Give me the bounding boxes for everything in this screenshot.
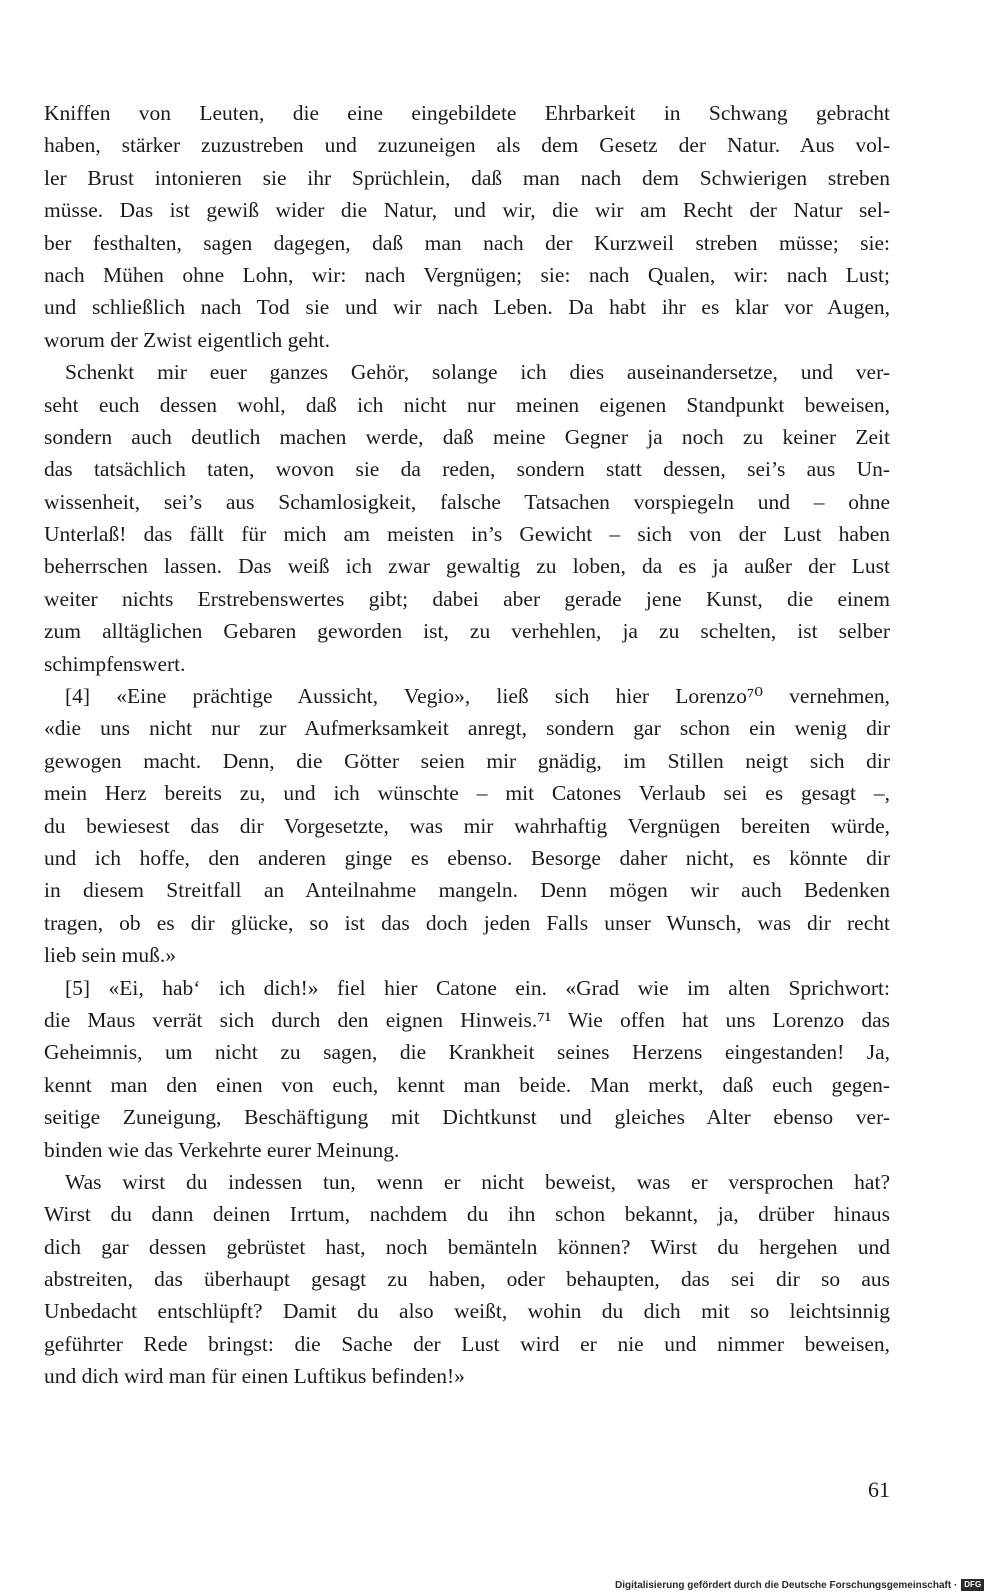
- text-line: ber festhalten, sagen dagegen, daß man nach der Kurzweil streben müsse; sie:: [44, 230, 890, 255]
- text-line: Schenkt mir euer ganzes Gehör, solange ich dies auseinandersetze, und ver-: [65, 360, 890, 385]
- text-line: «die uns nicht nur zur Aufmerksamkeit anregt, sondern gar schon ein wenig dir: [44, 716, 890, 741]
- text-line: wissenheit, sei’s aus Schamlosigkeit, falsche Tatsachen vorspiegeln und – ohne: [44, 489, 890, 514]
- text-line: seht euch dessen wohl, daß ich nicht nur meinen eigenen Standpunkt beweisen,: [44, 392, 890, 417]
- text-line: und schließlich nach Tod sie und wir nach Leben. Da habt ihr es klar vor Augen,: [44, 295, 890, 320]
- text-line: lieb sein muß.»: [44, 943, 176, 968]
- text-line: abstreiten, das überhaupt gesagt zu haben, oder behaupten, das sei dir so aus: [44, 1267, 890, 1292]
- text-line: mein Herz bereits zu, und ich wünschte – mit Catones Verlaub sei es gesagt –,: [44, 781, 890, 806]
- text-line: Unterlaß! das fällt für mich am meisten in’s Gewicht – sich von der Lust haben: [44, 522, 890, 547]
- credit-text: Digitalisierung gefördert durch die Deutsche Forschungsgemeinschaft ·: [615, 1579, 958, 1591]
- digitization-credit: [615, 1577, 984, 1593]
- text-line: nach Mühen ohne Lohn, wir: nach Vergnügen; sie: nach Qualen, wir: nach Lust;: [44, 262, 890, 287]
- text-line: gewogen macht. Denn, die Götter seien mir gnädig, im Stillen neigt sich dir: [44, 748, 890, 773]
- text-line: die Maus verrät sich durch den eignen Hinweis.⁷¹ Wie offen hat uns Lorenzo das: [44, 1007, 890, 1032]
- text-line: [4] «Eine prächtige Aussicht, Vegio», ließ sich hier Lorenzo⁷⁰ vernehmen,: [65, 684, 890, 709]
- text-line: geführter Rede bringst: die Sache der Lust wird er nie und nimmer beweisen,: [44, 1331, 890, 1356]
- text-line: das tatsächlich taten, wovon sie da reden, sondern statt dessen, sei’s aus Un-: [44, 457, 890, 482]
- text-line: zum alltäglichen Gebaren geworden ist, zu verhehlen, ja zu schelten, ist selber: [44, 619, 890, 644]
- text-line: kennt man den einen von euch, kennt man beide. Man merkt, daß euch gegen-: [44, 1072, 890, 1097]
- text-line: in diesem Streitfall an Anteilnahme mangeln. Denn mögen wir auch Bedenken: [44, 878, 890, 903]
- text-line: du bewiesest das dir Vorgesetzte, was mir wahrhaftig Vergnügen bereiten würde,: [44, 813, 890, 838]
- text-line: schimpfenswert.: [44, 651, 186, 676]
- text-line: binden wie das Verkehrte eurer Meinung.: [44, 1137, 400, 1162]
- text-line: und ich hoffe, den anderen ginge es ebenso. Besorge daher nicht, es könnte dir: [44, 845, 890, 870]
- text-line: dich gar dessen gebrüstet hast, noch bemänteln können? Wirst du hergehen und: [44, 1234, 890, 1259]
- text-line: [5] «Ei, hab‘ ich dich!» fiel hier Catone ein. «Grad wie im alten Sprichwort:: [65, 975, 890, 1000]
- text-line: Was wirst du indessen tun, wenn er nicht beweist, was er versprochen hat?: [65, 1169, 890, 1194]
- text-line: tragen, ob es dir glücke, so ist das doch jeden Falls unser Wunsch, was dir recht: [44, 910, 890, 935]
- text-line: Wirst du dann deinen Irrtum, nachdem du ihn schon bekannt, ja, drüber hinaus: [44, 1202, 890, 1227]
- text-line: Kniffen von Leuten, die eine eingebildete Ehrbarkeit in Schwang gebracht: [44, 101, 890, 125]
- text-line: ler Brust intonieren sie ihr Sprüchlein, daß man nach dem Schwierigen streben: [44, 165, 890, 190]
- page-number: 61: [868, 1477, 890, 1502]
- text-line: sondern auch deutlich machen werde, daß meine Gegner ja noch zu keiner Zeit: [44, 424, 890, 449]
- text-line: Unbedacht entschlüpft? Damit du also weißt, wohin du dich mit so leichtsinnig: [44, 1299, 890, 1324]
- text-line: und dich wird man für einen Luftikus befinden!»: [44, 1364, 465, 1389]
- text-line: weiter nichts Erstrebenswertes gibt; dabei aber gerade jene Kunst, die einem: [44, 586, 890, 611]
- text-line: haben, stärker zuzustreben und zuzuneigen als dem Gesetz der Natur. Aus vol-: [44, 133, 890, 158]
- text-line: beherrschen lassen. Das weiß ich zwar gewaltig zu loben, da es ja außer der Lust: [44, 554, 890, 579]
- text-line: müsse. Das ist gewiß wider die Natur, und wir, die wir am Recht der Natur sel-: [44, 198, 890, 223]
- text-line: seitige Zuneigung, Beschäftigung mit Dichtkunst und gleiches Alter ebenso ver-: [44, 1105, 890, 1130]
- text-line: Geheimnis, um nicht zu sagen, die Krankheit seines Herzens eingestanden! Ja,: [44, 1040, 890, 1065]
- dfg-logo: DFG: [961, 1579, 984, 1591]
- body-text: [44, 97, 890, 1393]
- text-line: worum der Zwist eigentlich geht.: [44, 327, 330, 352]
